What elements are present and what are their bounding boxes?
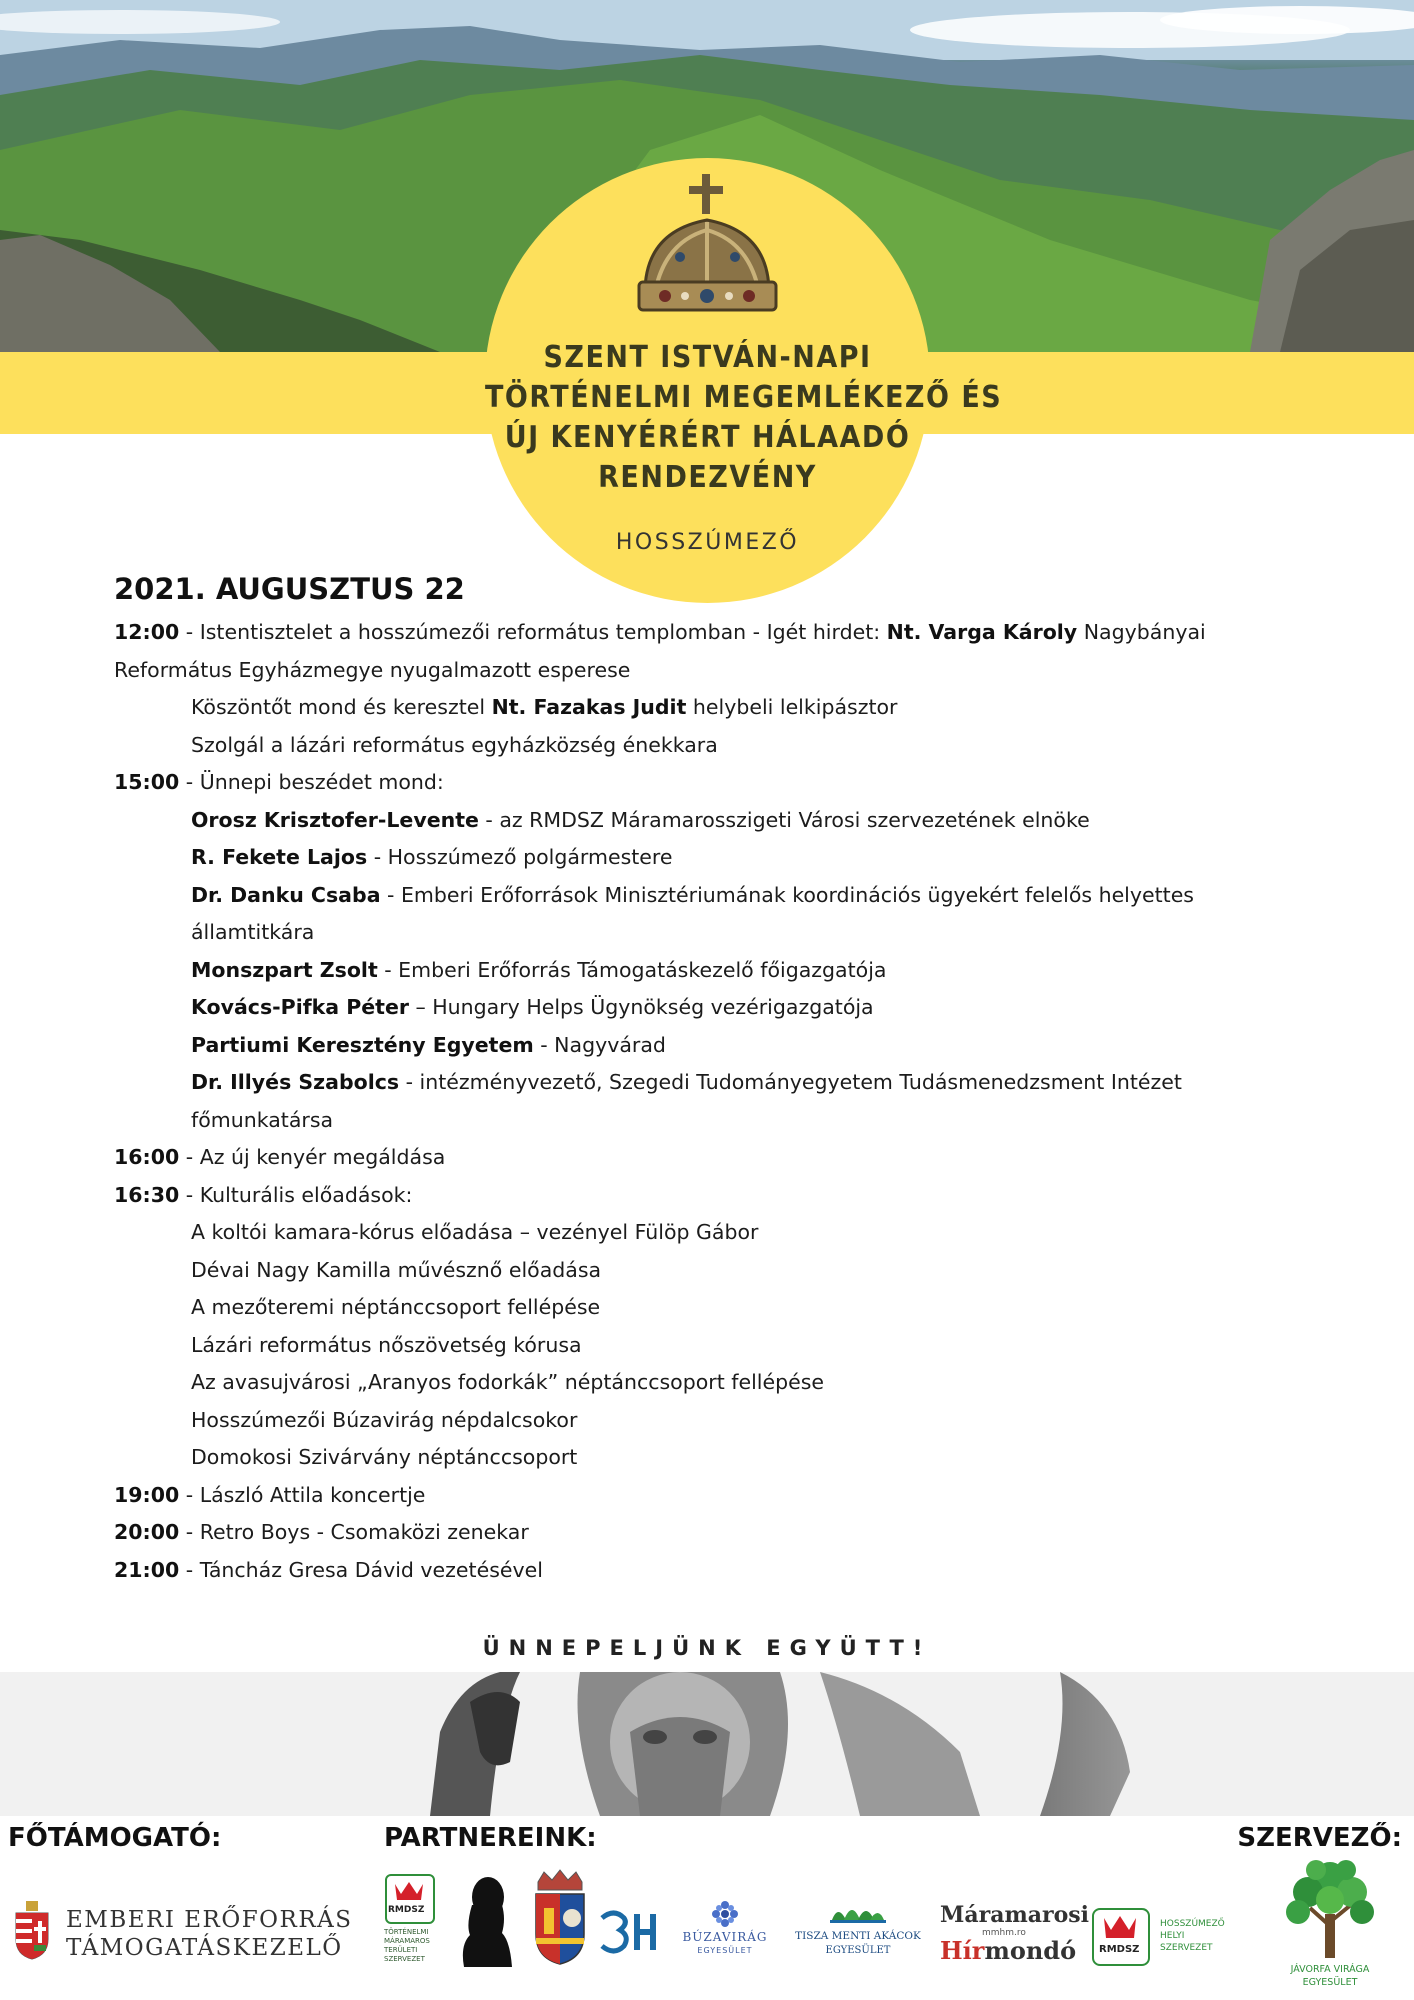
silhouette-portrait-logo [458,1875,516,1967]
event-title-line: ÚJ KENYÉRÉRT HÁLAADÓ [504,420,911,455]
event-date: 2021. AUGUSZTUS 22 [114,572,465,606]
program-text: - Istentisztelet a hosszúmezői református templomban - Igét hirdet: [179,620,887,644]
partners-label: PARTNEREINK: [384,1823,597,1853]
program-line [114,727,1294,765]
program-list [114,614,1294,1589]
slogan: ÜNNEPELJÜNK EGYÜTT! [482,1636,932,1660]
program-text: Az avasujvárosi „Aranyos fodorkák” néptánccsoport fellépése [191,1370,824,1394]
program-line [114,1552,1294,1590]
program-text: - intézményvezető, Szegedi Tudományegyetem Tudásmenedzsment Intézet [399,1070,1182,1094]
program-time: 15:00 [114,770,180,794]
speaker-name: Dr. Illyés Szabolcs [191,1070,400,1094]
program-line [114,1027,1294,1065]
event-title-line: RENDEZVÉNY [598,460,817,495]
program-time: 16:30 [114,1182,180,1207]
program-text: Dévai Nagy Kamilla művésznő előadása [191,1257,602,1282]
program-text: Köszöntőt mond és keresztel [191,695,492,719]
program-time: 12:00 [114,620,180,644]
speaker-name: Partiumi Keresztény Egyetem [191,1032,534,1057]
tisza-line2: EGYESÜLET [825,1945,891,1956]
program-time: 20:00 [114,1520,180,1544]
program-text: - Emberi Erőforrás Támogatáskezelő főigazgatója [377,957,887,982]
organizer-line1: JÁVORFA VIRÁGA [1290,1964,1370,1975]
program-text: - Táncház Gresa Dávid vezetésével [179,1557,543,1582]
program-line [114,1402,1294,1440]
program-text: főmunkatársa [191,1107,334,1132]
event-title-line: TÖRTÉNELMI MEGEMLÉKEZŐ ÉS [485,380,1003,415]
rmdsz-sub-line: SZERVEZET [384,1955,425,1963]
program-text: - László Attila koncertje [179,1482,426,1507]
hirmondo-line2-red: Hír [940,1936,985,1965]
holy-crown-icon [625,172,790,322]
program-line [114,1214,1294,1252]
program-line [114,877,1294,915]
speaker-name: Monszpart Zsolt [191,957,378,982]
rmdsz-sub-line: MÁRAMAROS [384,1937,430,1945]
hirmondo-line1: Máramarosi [940,1902,1089,1928]
program-text: - Az új kenyér megáldása [179,1145,446,1169]
program-line [114,802,1294,840]
program-time: 19:00 [114,1482,180,1507]
program-text: Szolgál a lázári református egyházközség énekkara [191,732,718,757]
main-logo-line1: EMBERI ERŐFORRÁS [66,1907,353,1933]
speaker-name: Nt. Varga Károly [886,620,1078,644]
acacia-leaves-icon [828,1900,888,1926]
tulip-icon [1102,1914,1138,1940]
three-h-logo [598,1910,660,1954]
hungarian-coat-of-arms-icon [12,1899,52,1961]
program-line [114,1177,1294,1215]
program-text: államtitkára [191,920,315,944]
rmdsz-hosszumezo-logo [1092,1908,1252,1968]
program-line [114,1064,1294,1102]
rmdsz-text: RMDSZ [388,1905,425,1915]
rmdsz-territorial-logo [384,1872,444,1972]
emberi-eroforras-logo [12,1895,353,1965]
program-text: A koltói kamara-kórus előadása – vezényel Fülöp Gábor [191,1220,759,1244]
rmdsz2-text: RMDSZ [1099,1944,1140,1955]
rmdsz2-sub-line: HELYI [1160,1931,1185,1941]
program-line [114,1289,1294,1327]
tisza-menti-akacok-logo [784,1900,932,1970]
speaker-name: Kovács-Pifka Péter [191,995,409,1019]
program-line [114,1514,1294,1552]
program-text: - Retro Boys - Csomaközi zenekar [179,1520,529,1544]
organizer-line2: EGYESÜLET [1302,1977,1358,1988]
rmdsz2-sub-line: HOSSZÚMEZŐ [1160,1919,1225,1929]
program-line [114,839,1294,877]
organizer-label: SZERVEZŐ: [1237,1823,1402,1853]
program-text: - az RMDSZ Máramarosszigeti Városi szervezetének elnöke [478,807,1090,832]
program-line [114,1327,1294,1365]
program-text: Hosszúmezői Búzavirág népdalcsokor [191,1407,578,1432]
program-text: A mezőteremi néptánccsoport fellépése [191,1295,601,1319]
tulip-icon [393,1880,425,1902]
program-line [114,614,1294,652]
main-sponsor-label: FŐTÁMOGATÓ: [8,1823,222,1853]
speaker-name: Orosz Krisztofer-Levente [191,807,479,832]
tree-icon [1280,1856,1380,1960]
program-line [114,1477,1294,1515]
program-line [114,914,1294,952]
program-line [114,1252,1294,1290]
program-text: - Nagyvárad [533,1032,666,1057]
event-place: HOSSZÚMEZŐ [615,530,800,555]
program-text: – Hungary Helps Ügynökség vezérigazgatója [408,995,874,1019]
program-text: - Kulturális előadások: [179,1182,413,1207]
rmdsz-sub-line: TERÜLETI [384,1946,418,1954]
buzavirag-line1: BÚZAVIRÁG [682,1930,768,1944]
hirmondo-line2-dark: mondó [984,1936,1077,1965]
main-logo-line2: TÁMOGATÁSKEZELŐ [66,1935,343,1961]
event-title [485,338,1003,498]
program-text: - Emberi Erőforrások Minisztériumának koordinációs ügyekért felelős helyettes [380,882,1194,907]
program-line [114,689,1294,727]
maramarosi-hirmondo-logo [940,1902,1090,1972]
program-text: Református Egyházmegye nyugalmazott esperese [114,657,631,682]
buzavirag-logo [670,1900,780,1970]
program-line [114,1102,1294,1140]
program-line [114,1439,1294,1477]
rmdsz-sub-line: TÖRTÉNELMI [384,1928,429,1936]
program-text: Nagybányai [1077,620,1206,644]
tisza-line1: TISZA MENTI AKÁCOK [795,1930,921,1942]
program-line [114,1139,1294,1177]
program-text: helybeli lelkipásztor [686,695,898,719]
program-line [114,652,1294,690]
program-time: 16:00 [114,1145,180,1169]
program-line [114,764,1294,802]
program-time: 21:00 [114,1557,180,1582]
program-line [114,989,1294,1027]
hirmondo-url: mmhm.ro [982,1928,1026,1938]
statue-photo [0,1672,1414,1816]
program-text: Domokosi Szivárvány néptánccsoport [191,1445,578,1469]
program-text: - Ünnepi beszédet mond: [179,770,444,794]
buzavirag-line2: EGYESÜLET [697,1946,753,1955]
program-text: - Hosszúmező polgármestere [367,845,673,869]
city-coat-of-arms-logo [530,1868,590,1968]
program-text: Lázári református nőszövetség kórusa [191,1332,582,1357]
cornflower-icon [711,1900,739,1928]
program-line [114,952,1294,990]
speaker-name: R. Fekete Lajos [191,845,368,869]
javorfa-viraga-logo [1270,1856,1390,1996]
rmdsz2-sub-line: SZERVEZET [1160,1943,1213,1953]
program-line [114,1364,1294,1402]
event-title-line: SZENT ISTVÁN-NAPI [543,340,872,375]
speaker-name: Dr. Danku Csaba [191,882,381,907]
speaker-name: Nt. Fazakas Judit [491,695,687,719]
